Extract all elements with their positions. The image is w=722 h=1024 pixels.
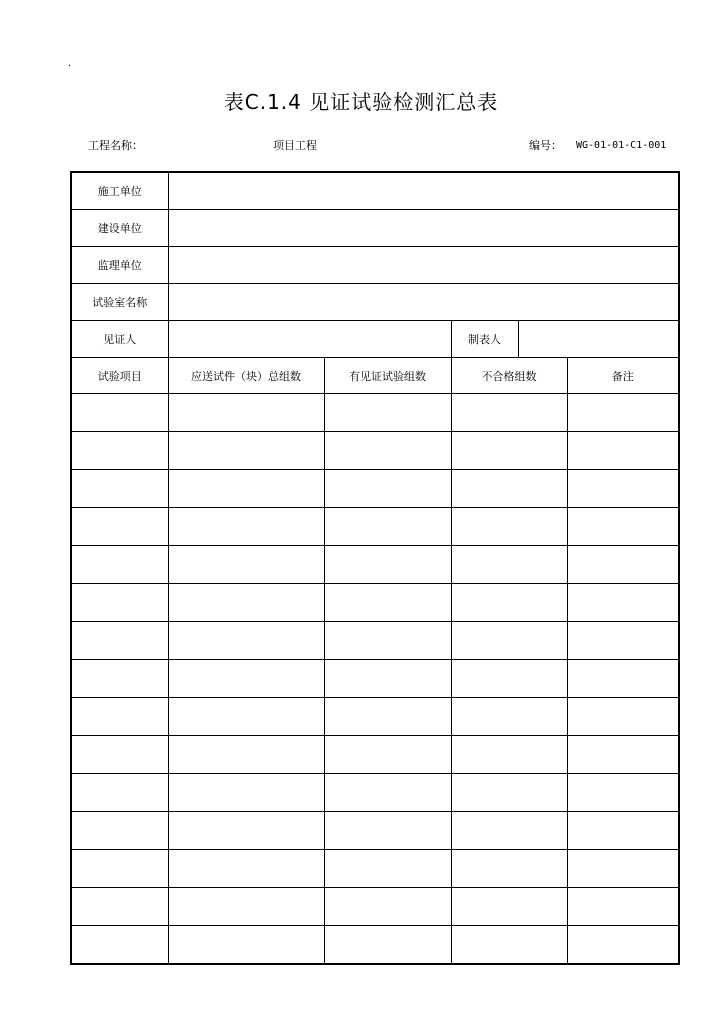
failed-groups-cell[interactable] (451, 470, 567, 508)
witnessed-groups-cell[interactable] (324, 812, 451, 850)
remarks-cell[interactable] (567, 736, 679, 774)
supervision-unit-field[interactable] (168, 247, 679, 284)
remarks-cell[interactable] (567, 850, 679, 888)
form-number-value: WG-01-01-C1-001 (576, 140, 667, 151)
failed-groups-cell[interactable] (451, 432, 567, 470)
total-groups-cell[interactable] (168, 812, 324, 850)
construction-unit-row (71, 172, 679, 210)
test-item-cell[interactable] (71, 546, 168, 584)
column-header-failed-groups: 不合格组数 (451, 358, 567, 394)
test-item-cell[interactable] (71, 432, 168, 470)
test-item-cell[interactable] (71, 660, 168, 698)
remarks-cell[interactable] (567, 622, 679, 660)
failed-groups-cell[interactable] (451, 508, 567, 546)
table-row (71, 736, 679, 774)
test-item-cell[interactable] (71, 394, 168, 432)
table-row (71, 432, 679, 470)
construction-unit-field[interactable] (168, 172, 679, 210)
construction-unit-label: 施工单位 (71, 172, 168, 210)
witnessed-groups-cell[interactable] (324, 470, 451, 508)
remarks-cell[interactable] (567, 470, 679, 508)
test-item-cell[interactable] (71, 774, 168, 812)
failed-groups-cell[interactable] (451, 774, 567, 812)
witness-row (71, 321, 679, 358)
witnessed-groups-cell[interactable] (324, 736, 451, 774)
table-header-row (71, 358, 679, 394)
total-groups-cell[interactable] (168, 508, 324, 546)
supervision-unit-label: 监理单位 (71, 247, 168, 284)
table-row (71, 774, 679, 812)
failed-groups-cell[interactable] (451, 546, 567, 584)
table-body (71, 394, 679, 965)
failed-groups-cell[interactable] (451, 926, 567, 965)
test-item-cell[interactable] (71, 470, 168, 508)
table-row (71, 546, 679, 584)
witnessed-groups-cell[interactable] (324, 926, 451, 965)
table-row (71, 850, 679, 888)
total-groups-cell[interactable] (168, 926, 324, 965)
supervision-unit-row (71, 247, 679, 284)
failed-groups-cell[interactable] (451, 850, 567, 888)
total-groups-cell[interactable] (168, 546, 324, 584)
witnessed-groups-cell[interactable] (324, 394, 451, 432)
remarks-cell[interactable] (567, 432, 679, 470)
lab-name-row (71, 284, 679, 321)
page-title: 表C.1.4 见证试验检测汇总表 (223, 90, 499, 114)
project-name-value: 项目工程 (273, 139, 317, 152)
table-row (71, 660, 679, 698)
lab-name-label: 试验室名称 (71, 284, 168, 321)
failed-groups-cell[interactable] (451, 622, 567, 660)
test-item-cell[interactable] (71, 698, 168, 736)
test-item-cell[interactable] (71, 736, 168, 774)
remarks-cell[interactable] (567, 926, 679, 965)
lab-name-field[interactable] (168, 284, 679, 321)
witnessed-groups-cell[interactable] (324, 850, 451, 888)
witnessed-groups-cell[interactable] (324, 774, 451, 812)
witness-test-summary-table (70, 171, 680, 965)
total-groups-cell[interactable] (168, 736, 324, 774)
total-groups-cell[interactable] (168, 584, 324, 622)
table-row (71, 698, 679, 736)
form-number-label: 编号： (529, 139, 562, 152)
owner-unit-label: 建设单位 (71, 210, 168, 247)
test-item-cell[interactable] (71, 508, 168, 546)
table-row (71, 812, 679, 850)
failed-groups-cell[interactable] (451, 736, 567, 774)
failed-groups-cell[interactable] (451, 660, 567, 698)
witnessed-groups-cell[interactable] (324, 698, 451, 736)
remarks-cell[interactable] (567, 546, 679, 584)
total-groups-cell[interactable] (168, 774, 324, 812)
total-groups-cell[interactable] (168, 394, 324, 432)
remarks-cell[interactable] (567, 584, 679, 622)
total-groups-cell[interactable] (168, 660, 324, 698)
owner-unit-row (71, 210, 679, 247)
project-name-label: 工程名称： (88, 139, 143, 152)
total-groups-cell[interactable] (168, 470, 324, 508)
table-row (71, 470, 679, 508)
table-row (71, 888, 679, 926)
failed-groups-cell[interactable] (451, 888, 567, 926)
total-groups-cell[interactable] (168, 432, 324, 470)
column-header-remarks: 备注 (567, 358, 679, 394)
total-groups-cell[interactable] (168, 888, 324, 926)
failed-groups-cell[interactable] (451, 394, 567, 432)
remarks-cell[interactable] (567, 888, 679, 926)
remarks-cell[interactable] (567, 698, 679, 736)
remarks-cell[interactable] (567, 394, 679, 432)
test-item-cell[interactable] (71, 850, 168, 888)
remarks-cell[interactable] (567, 774, 679, 812)
table-row (71, 926, 679, 965)
test-item-cell[interactable] (71, 622, 168, 660)
corner-mark: · (68, 61, 72, 72)
owner-unit-field[interactable] (168, 210, 679, 247)
test-item-cell[interactable] (71, 888, 168, 926)
witness-label: 见证人 (71, 321, 168, 358)
test-item-cell[interactable] (71, 926, 168, 965)
witnessed-groups-cell[interactable] (324, 508, 451, 546)
witnessed-groups-cell[interactable] (324, 432, 451, 470)
witnessed-groups-cell[interactable] (324, 584, 451, 622)
preparer-label: 制表人 (451, 321, 518, 358)
test-item-cell[interactable] (71, 584, 168, 622)
total-groups-cell[interactable] (168, 622, 324, 660)
table-row (71, 584, 679, 622)
failed-groups-cell[interactable] (451, 584, 567, 622)
witnessed-groups-cell[interactable] (324, 546, 451, 584)
table-row (71, 394, 679, 432)
witnessed-groups-cell[interactable] (324, 622, 451, 660)
remarks-cell[interactable] (567, 812, 679, 850)
remarks-cell[interactable] (567, 508, 679, 546)
witnessed-groups-cell[interactable] (324, 660, 451, 698)
total-groups-cell[interactable] (168, 698, 324, 736)
total-groups-cell[interactable] (168, 850, 324, 888)
remarks-cell[interactable] (567, 660, 679, 698)
failed-groups-cell[interactable] (451, 698, 567, 736)
preparer-field[interactable] (518, 321, 679, 358)
test-item-cell[interactable] (71, 812, 168, 850)
table-row (71, 508, 679, 546)
column-header-total-groups: 应送试件（块）总组数 (168, 358, 324, 394)
table-row (71, 622, 679, 660)
witnessed-groups-cell[interactable] (324, 888, 451, 926)
witness-field[interactable] (168, 321, 451, 358)
failed-groups-cell[interactable] (451, 812, 567, 850)
column-header-test-item: 试验项目 (71, 358, 168, 394)
column-header-witnessed-groups: 有见证试验组数 (324, 358, 451, 394)
